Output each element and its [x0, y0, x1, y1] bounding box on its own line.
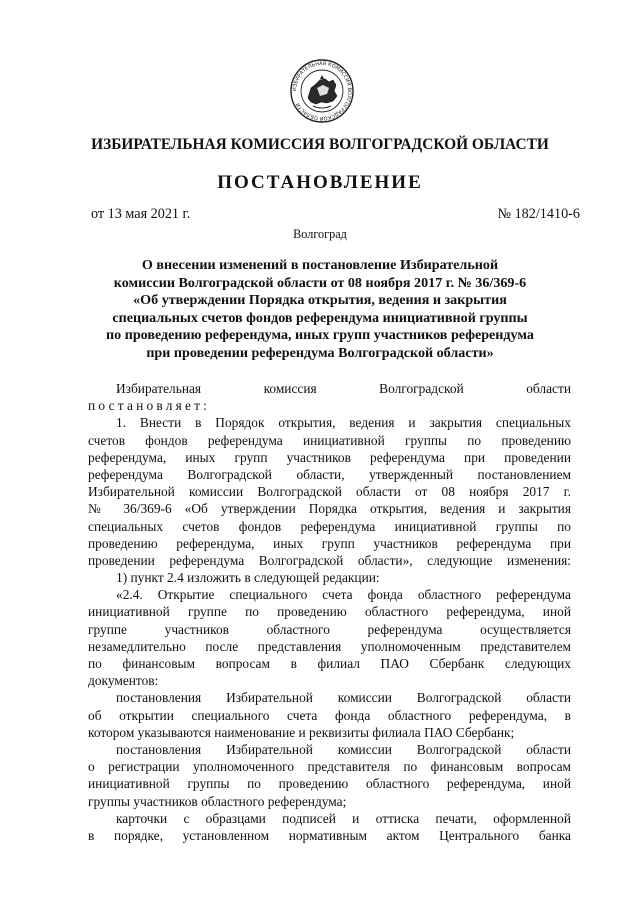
document-date: от 13 мая 2021 г. — [91, 206, 191, 222]
body-line: 1. Внести в Порядок открытия, ведения и закрытия специальных — [116, 415, 571, 431]
document-type-title: ПОСТАНОВЛЕНИЕ — [217, 172, 423, 193]
subject-line: по проведению референдума, иных групп участников референдума — [106, 327, 534, 344]
body-line: референдума, иных групп участников референдума при проведении — [88, 449, 571, 465]
body-line: незамедлительно после представления уполномоченным представителем — [88, 638, 571, 654]
emblem-ring-text: ИЗБИРАТЕЛЬНАЯ КОМИССИЯ ВОЛГОГРАДСКОЙ ОБЛАСТИ — [291, 60, 353, 122]
body-line: группы участников областного референдума; — [88, 793, 347, 809]
body-line: котором указываются наименование и реквизиты филиала ПАО Сбербанк; — [88, 724, 515, 740]
document-city: Волгоград — [293, 227, 347, 241]
body-line: об открытии специального счета фонда областного референдума, в — [88, 707, 571, 723]
body-line: постановления Избирательной комиссии Волгоградской области — [116, 741, 571, 757]
body-line: Избирательной комиссии Волгоградской области от 08 ноября 2017 г. — [88, 484, 571, 500]
body-line: проведении референдума Волгоградской области», следующие изменения: — [88, 552, 571, 568]
body-line: проведению референдума, иных групп участников референдума при — [88, 535, 571, 551]
body-line: документов: — [88, 673, 159, 689]
body-line: референдума Волгоградской области, утвержденный постановлением — [88, 466, 571, 482]
commission-emblem-icon — [289, 58, 355, 124]
body-line: карточки с образцами подписей и оттиска печати, оформленной — [116, 810, 571, 826]
body-line: «2.4. Открытие специального счета фонда областного референдума — [116, 587, 571, 603]
body-line: группе участников областного референдума осуществляется — [88, 621, 571, 637]
subject-line: специальных счетов фондов референдума инициативной группы — [112, 309, 528, 326]
document-number: № 182/1410-6 — [497, 206, 580, 222]
body-line: Избирательная комиссия Волгоградской области — [116, 381, 571, 396]
subject-line: комиссии Волгоградской области от 08 ноября 2017 г. № 36/369-6 — [113, 274, 527, 291]
subject-line: «Об утверждении Порядка открытия, ведения и закрытия — [133, 292, 507, 309]
body-line: в порядке, установленном нормативным актом Центрального банка — [88, 827, 571, 843]
organization-title: ИЗБИРАТЕЛЬНАЯ КОМИССИЯ ВОЛГОГРАДСКОЙ ОБЛАСТИ — [91, 136, 549, 153]
body-line: счетов фондов референдума инициативной группы по проведению — [88, 432, 571, 448]
body-line: № 36/369-6 «Об утверждении Порядка открытия, ведения и закрытия — [88, 501, 571, 517]
body-line: специальных счетов фондов референдума инициативной группы по — [88, 518, 571, 534]
body-line: постановляет: — [88, 398, 211, 414]
document-body — [88, 380, 571, 844]
body-line: постановления Избирательной комиссии Волгоградской области — [116, 690, 571, 706]
document-subject — [70, 257, 570, 363]
body-line: инициативной группе по проведению областного референдума, иной — [88, 604, 571, 620]
body-line: по финансовым вопросам в филиал ПАО Сбербанк следующих — [88, 656, 571, 671]
body-line: о регистрации уполномоченного представителя по финансовым вопросам — [88, 759, 571, 775]
body-line: инициативной группы по проведению областного референдума, иной — [88, 776, 571, 792]
subject-line: при проведении референдума Волгоградской области» — [146, 344, 494, 361]
body-line: 1) пункт 2.4 изложить в следующей редакции: — [116, 570, 380, 586]
subject-line: О внесении изменений в постановление Избирательной — [141, 257, 499, 273]
